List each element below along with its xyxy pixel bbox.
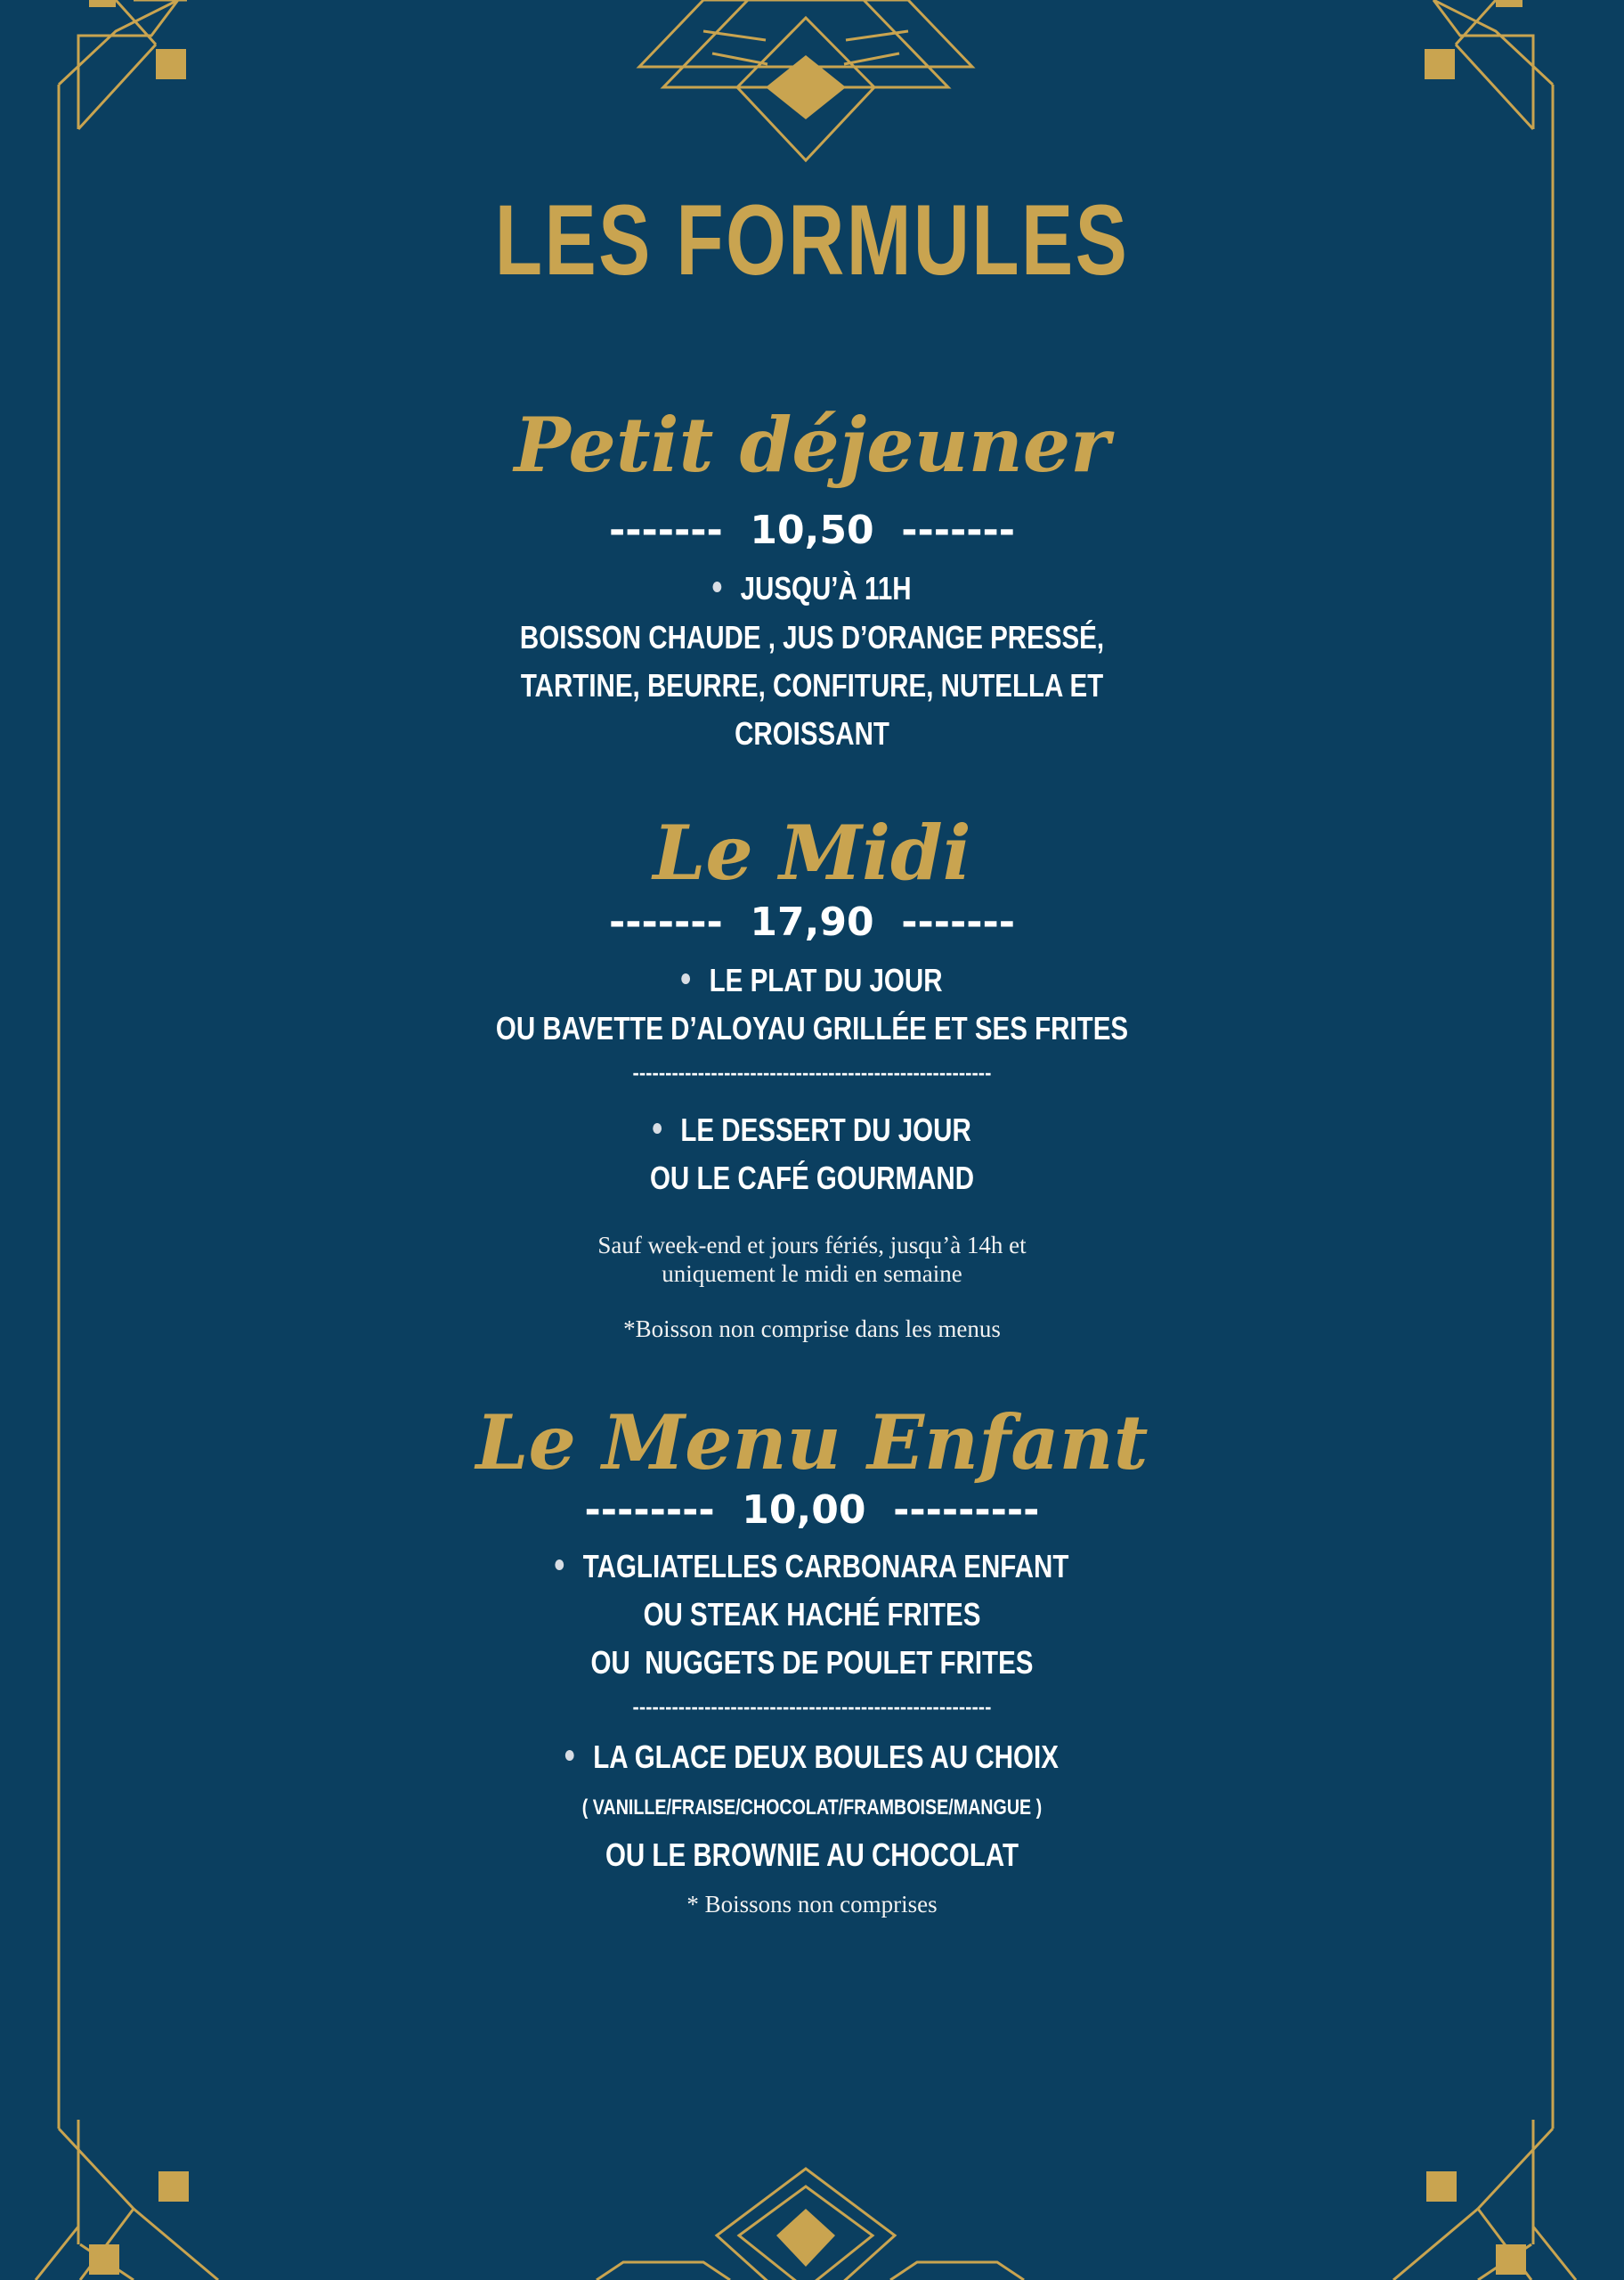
- corner-ornament-bottom-left: [36, 2120, 218, 2280]
- bullet-icon: [565, 1750, 574, 1761]
- price-menu-enfant: -------- 10,00 ---------: [584, 1487, 1040, 1533]
- menu-line: OU BAVETTE D’ALOYAU GRILLÉE ET SES FRITES: [495, 1010, 1129, 1046]
- menu-line: ( VANILLE/FRAISE/CHOCOLAT/FRAMBOISE/MANGUE ): [581, 1796, 1043, 1820]
- bullet-icon: [681, 973, 690, 984]
- bottom-center-ornament: [597, 2169, 1024, 2280]
- bullet-icon: [653, 1123, 662, 1134]
- dashed-separator: -------------------------------------------------------: [632, 1062, 992, 1084]
- price-petit-dejeuner: ------- 10,50 -------: [608, 508, 1016, 553]
- menu-line: TAGLIATELLES CARBONARA ENFANT: [146, 1548, 1478, 1585]
- note-text: Sauf week-end et jours fériés, jusqu’à 14h et: [597, 1232, 1027, 1258]
- menu-title: LES FORMULES: [494, 184, 1130, 296]
- price-le-midi: ------- 17,90 -------: [608, 900, 1016, 945]
- section-heading-petit-dejeuner: Petit déjeuner: [514, 401, 1110, 489]
- menu-line: OU NUGGETS DE POULET FRITES: [590, 1644, 1034, 1681]
- note-text: *Boisson non comprise dans les menus: [623, 1315, 1001, 1342]
- menu-line: CROISSANT: [735, 715, 889, 752]
- menu-line: OU STEAK HACHÉ FRITES: [643, 1596, 981, 1633]
- note-text: uniquement le midi en semaine: [662, 1260, 962, 1287]
- price-value: 10,00: [742, 1487, 866, 1533]
- corner-ornament-bottom-right: [1393, 2120, 1576, 2280]
- menu-line: OU LE BROWNIE AU CHOCOLAT: [605, 1836, 1019, 1873]
- menu-line: LA GLACE DEUX BOULES AU CHOIX: [146, 1738, 1478, 1776]
- note-text: * Boissons non comprises: [686, 1891, 938, 1918]
- menu-line: OU LE CAFÉ GOURMAND: [649, 1160, 975, 1196]
- menu-line: JUSQU’À 11H: [146, 570, 1478, 607]
- top-center-ornament: [639, 0, 972, 160]
- section-heading-menu-enfant: Le Menu Enfant: [475, 1398, 1149, 1486]
- price-value: 17,90: [750, 900, 874, 945]
- menu-line: TARTINE, BEURRE, CONFITURE, NUTELLA ET: [520, 667, 1104, 704]
- corner-ornament-top-left: [59, 0, 187, 129]
- menu-line: LE PLAT DU JOUR: [146, 962, 1478, 999]
- price-value: 10,50: [750, 508, 874, 553]
- menu-line: BOISSON CHAUDE , JUS D’ORANGE PRESSÉ,: [519, 619, 1105, 656]
- section-heading-le-midi: Le Midi: [653, 809, 971, 897]
- bullet-icon: [712, 582, 721, 592]
- dashed-separator: -------------------------------------------------------: [632, 1696, 992, 1718]
- bullet-icon: [556, 1559, 564, 1570]
- corner-ornament-top-right: [1425, 0, 1553, 129]
- menu-line: LE DESSERT DU JOUR: [146, 1112, 1478, 1149]
